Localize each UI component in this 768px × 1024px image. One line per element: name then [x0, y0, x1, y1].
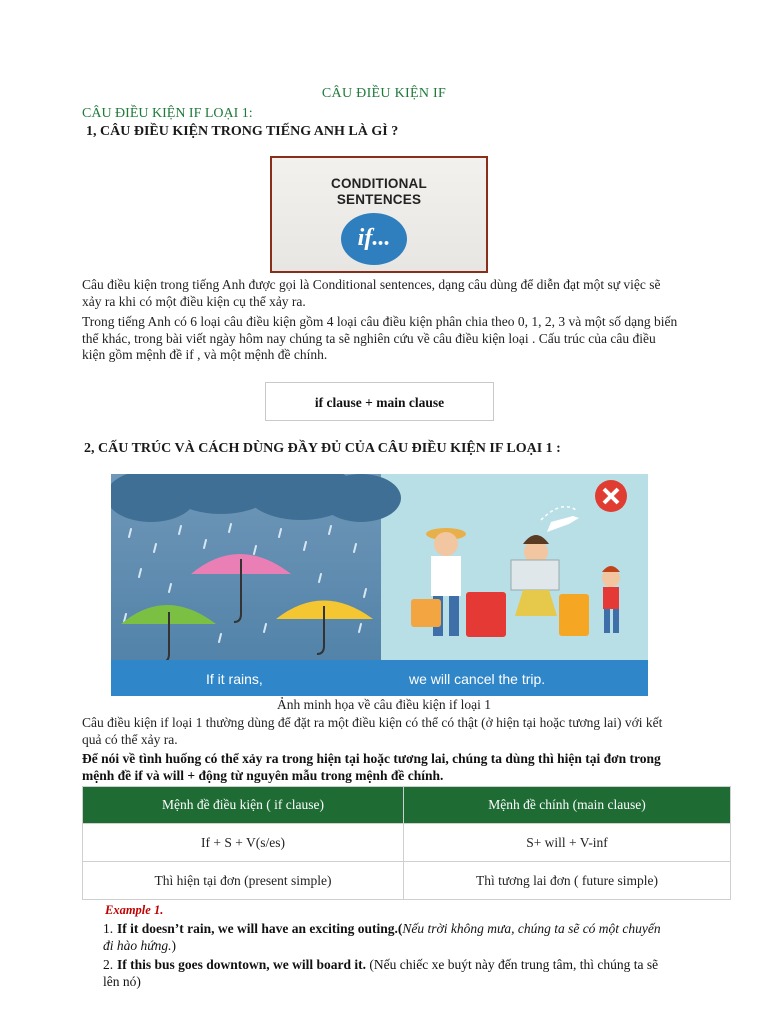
paren-open: (: [397, 921, 403, 936]
illustration-left-text: If it rains,: [206, 671, 263, 687]
paragraph-definition: Câu điều kiện trong tiếng Anh được gọi là Conditional sentences, dạng câu dùng để diễn đạt một sự việc sẽ xảy ra khi có một điều kiện cụ thể xảy ra.: [82, 277, 661, 309]
example-number: 1.: [103, 921, 114, 936]
conditional-sentences-image: [270, 156, 488, 273]
if-badge: if...: [341, 213, 407, 265]
example-translation: Nếu trời không mưa, chúng ta sẽ có một chuyến đi hào hứng.: [103, 921, 661, 953]
example-label: Example 1.: [105, 903, 164, 917]
paragraph-types: Trong tiếng Anh có 6 loại câu điều kiện gồm 4 loại câu điều kiện phân chia theo 0, 1, 2, 3 và một số dạng biến thể khác, trong bài viết ngày hôm nay chúng ta sẽ nghiên cứu về câu điều kiện loại . Cấu trúc của câu điều kiện gồm mệnh đề if , và một mệnh đề chính.: [82, 314, 678, 362]
table-cell: If + S + V(s/es): [83, 824, 404, 862]
example-sentence: If it doesn’t rain, we will have an exciting outing.: [117, 921, 398, 936]
header-main-clause: Mệnh đề chính (main clause): [404, 787, 731, 824]
formula-box: if clause + main clause: [265, 382, 494, 421]
cancel-icon: [595, 480, 627, 512]
structure-table: [82, 786, 731, 900]
paren-close: ): [171, 938, 176, 953]
paragraph-usage: Câu điều kiện if loại 1 thường dùng để đặt ra một điều kiện có thể có thật (ở hiện tại hoặc tương lai) với kết quả có thể xảy ra.: [82, 715, 663, 747]
table-cell: S+ will + V-inf: [404, 824, 731, 862]
table-row: [83, 862, 731, 900]
table-cell: Thì hiện tại đơn (present simple): [83, 862, 404, 900]
section2-heading: 2, CẤU TRÚC VÀ CÁCH DÙNG ĐẦY ĐỦ CỦA CÂU ĐIỀU KIỆN IF LOẠI 1 :: [84, 441, 561, 456]
header-if-clause: Mệnh đề điều kiện ( if clause): [83, 787, 404, 824]
table-cell: Thì tương lai đơn ( future simple): [404, 862, 731, 900]
rain-trip-illustration: [111, 474, 648, 696]
example-number: 2.: [103, 957, 114, 972]
paragraph-rule: Để nói về tình huống có thể xảy ra trong hiện tại hoặc tương lai, chúng ta dùng thì hiện tại đơn trong mệnh đề if và will + động từ nguyên mẫu trong mệnh đề chính.: [82, 751, 661, 783]
table-row: [83, 824, 731, 862]
example-sentence: If this bus goes downtown, we will board it.: [117, 957, 367, 972]
document-title: CÂU ĐIỀU KIỆN IF: [321, 86, 447, 101]
example-item-1: [103, 920, 663, 954]
subtitle: CÂU ĐIỀU KIỆN IF LOẠI 1:: [82, 106, 253, 121]
table-header-row: [83, 787, 731, 824]
image-text-line2: SENTENCES: [336, 192, 422, 207]
example-translation: (Nếu chiếc xe buýt này đến trung tâm, thì chúng ta sẽ lên nó): [103, 957, 659, 989]
illustration-right-text: we will cancel the trip.: [409, 671, 546, 687]
section1-heading: 1, CÂU ĐIỀU KIỆN TRONG TIẾNG ANH LÀ GÌ ?: [86, 124, 399, 139]
image-text-line1: CONDITIONAL: [331, 176, 427, 191]
image-caption: Ảnh minh họa về câu điều kiện if loại 1: [276, 697, 492, 712]
example-item-2: [103, 956, 663, 990]
